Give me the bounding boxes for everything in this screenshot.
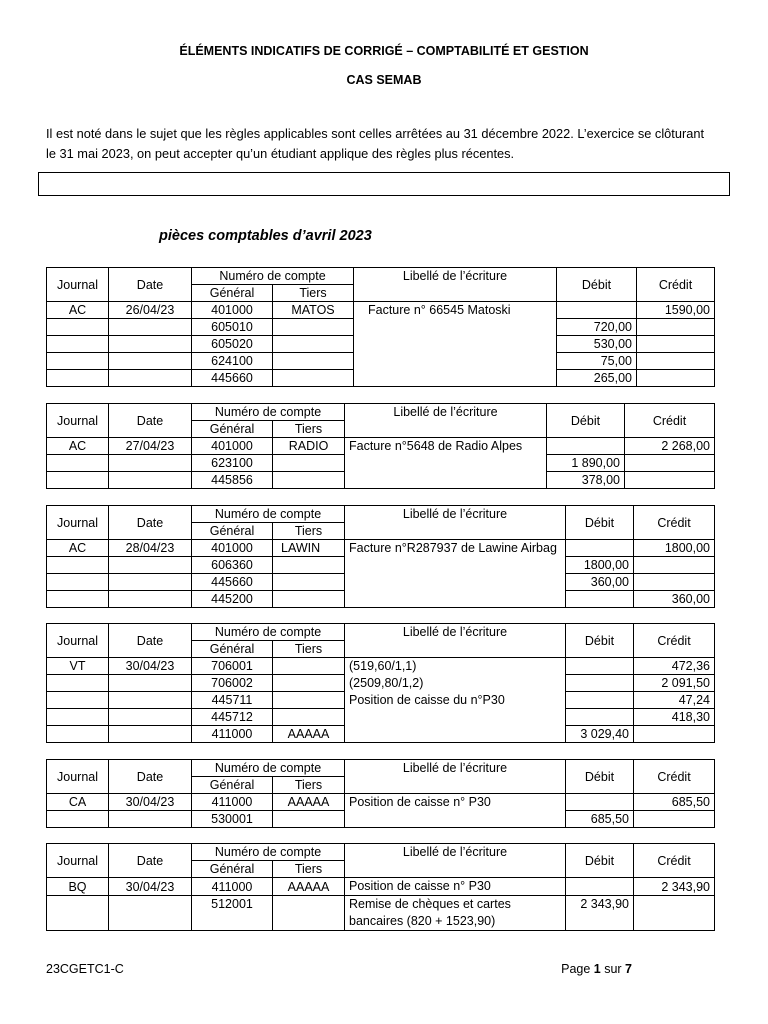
debit-cell xyxy=(566,658,634,675)
col-header-date: Date xyxy=(109,624,192,658)
tiers-cell xyxy=(273,591,345,608)
debit-cell xyxy=(557,302,637,319)
libelle-cell: Facture n°5648 de Radio Alpes xyxy=(345,438,547,489)
credit-cell: 2 268,00 xyxy=(625,438,715,455)
credit-cell: 472,36 xyxy=(634,658,715,675)
debit-cell: 1 890,00 xyxy=(547,455,625,472)
tiers-cell: LAWIN xyxy=(273,540,345,557)
page-current: 1 xyxy=(593,962,601,976)
libelle-line: (519,60/1,1) xyxy=(349,659,417,673)
col-header-date: Date xyxy=(109,506,192,540)
page-total: 7 xyxy=(625,962,632,976)
credit-cell xyxy=(634,574,715,591)
libelle-line: (2509,80/1,2) xyxy=(349,676,424,690)
general-cell: 606360 xyxy=(192,557,273,574)
tiers-cell xyxy=(273,319,354,336)
date-cell: 30/04/23 xyxy=(109,794,192,811)
col-header-credit: Crédit xyxy=(634,506,715,540)
col-header-journal: Journal xyxy=(47,268,109,302)
col-header-date: Date xyxy=(109,268,192,302)
col-header-journal: Journal xyxy=(47,844,109,878)
debit-cell: 2 343,90 xyxy=(566,896,634,931)
general-cell: 411000 xyxy=(192,726,273,743)
libelle-cell xyxy=(345,658,566,743)
empty-box xyxy=(38,172,730,196)
col-header-journal: Journal xyxy=(47,624,109,658)
credit-cell xyxy=(634,557,715,574)
footer-code: 23CGETC1-C xyxy=(46,962,124,976)
journal-entry-table xyxy=(46,623,715,743)
debit-cell: 75,00 xyxy=(557,353,637,370)
debit-cell: 360,00 xyxy=(566,574,634,591)
credit-cell xyxy=(637,336,715,353)
credit-cell xyxy=(634,726,715,743)
col-header-numero: Numéro de compte xyxy=(192,268,354,285)
credit-cell xyxy=(634,811,715,828)
journal-cell: AC xyxy=(47,438,109,455)
libelle-cell: Position de caisse n° P30 xyxy=(345,794,566,828)
date-cell: 27/04/23 xyxy=(109,438,192,455)
col-header-debit: Débit xyxy=(547,404,625,438)
general-cell: 445200 xyxy=(192,591,273,608)
col-header-debit: Débit xyxy=(557,268,637,302)
tiers-cell xyxy=(273,675,345,692)
col-header-general: Général xyxy=(192,421,273,438)
journal-entry-table xyxy=(46,843,715,931)
col-header-journal: Journal xyxy=(47,404,109,438)
credit-cell xyxy=(634,896,715,931)
tiers-cell xyxy=(273,896,345,931)
debit-cell: 720,00 xyxy=(557,319,637,336)
col-header-credit: Crédit xyxy=(634,844,715,878)
col-header-credit: Crédit xyxy=(634,760,715,794)
journal-entry-table xyxy=(46,267,715,387)
general-cell: 401000 xyxy=(192,438,273,455)
col-header-date: Date xyxy=(109,760,192,794)
general-cell: 445711 xyxy=(192,692,273,709)
section-title: pièces comptables d’avril 2023 xyxy=(159,228,372,244)
debit-cell: 685,50 xyxy=(566,811,634,828)
col-header-numero: Numéro de compte xyxy=(192,760,345,777)
debit-cell xyxy=(566,540,634,557)
tiers-cell: AAAAA xyxy=(273,794,345,811)
date-cell: 28/04/23 xyxy=(109,540,192,557)
col-header-date: Date xyxy=(109,404,192,438)
tiers-cell xyxy=(273,692,345,709)
col-header-numero: Numéro de compte xyxy=(192,506,345,523)
col-header-debit: Débit xyxy=(566,506,634,540)
page-mid: sur xyxy=(600,962,626,976)
col-header-debit: Débit xyxy=(566,844,634,878)
col-header-tiers: Tiers xyxy=(273,777,345,794)
debit-cell: 378,00 xyxy=(547,472,625,489)
tiers-cell xyxy=(273,557,345,574)
general-cell: 623100 xyxy=(192,455,273,472)
debit-cell: 530,00 xyxy=(557,336,637,353)
col-header-date: Date xyxy=(109,844,192,878)
journal-entry-table xyxy=(46,403,715,489)
credit-cell: 1800,00 xyxy=(634,540,715,557)
col-header-credit: Crédit xyxy=(625,404,715,438)
col-header-general: Général xyxy=(192,641,273,658)
credit-cell: 418,30 xyxy=(634,709,715,726)
date-cell: 26/04/23 xyxy=(109,302,192,319)
libelle-line: Position de caisse du n°P30 xyxy=(349,693,505,707)
tiers-cell xyxy=(273,353,354,370)
col-header-tiers: Tiers xyxy=(273,523,345,540)
libelle-cell: Position de caisse n° P30 xyxy=(345,878,566,896)
general-cell: 605010 xyxy=(192,319,273,336)
general-cell: 411000 xyxy=(192,878,273,896)
general-cell: 706001 xyxy=(192,658,273,675)
col-header-journal: Journal xyxy=(47,506,109,540)
col-header-libelle: Libellé de l’écriture xyxy=(345,844,566,878)
tiers-cell: AAAAA xyxy=(273,878,345,896)
page-prefix: Page xyxy=(561,962,594,976)
credit-cell xyxy=(637,319,715,336)
col-header-libelle: Libellé de l’écriture xyxy=(345,506,566,540)
col-header-credit: Crédit xyxy=(634,624,715,658)
table-row xyxy=(47,658,715,675)
general-cell: 624100 xyxy=(192,353,273,370)
general-cell: 401000 xyxy=(192,540,273,557)
col-header-numero: Numéro de compte xyxy=(192,624,345,641)
general-cell: 445856 xyxy=(192,472,273,489)
intro-line-2: le 31 mai 2023, on peut accepter qu’un étudiant applique des règles plus récentes. xyxy=(46,146,515,161)
tiers-cell xyxy=(273,658,345,675)
tiers-cell xyxy=(273,455,345,472)
document-title: ÉLÉMENTS INDICATIFS DE CORRIGÉ – COMPTABILITÉ ET GESTION xyxy=(179,44,589,58)
col-header-debit: Débit xyxy=(566,760,634,794)
credit-cell: 1590,00 xyxy=(637,302,715,319)
debit-cell: 1800,00 xyxy=(566,557,634,574)
debit-cell: 265,00 xyxy=(557,370,637,387)
general-cell: 512001 xyxy=(192,896,273,931)
col-header-tiers: Tiers xyxy=(273,641,345,658)
intro-paragraph xyxy=(46,124,736,164)
table-row xyxy=(47,302,715,319)
journal-cell: BQ xyxy=(47,878,109,896)
debit-cell xyxy=(566,794,634,811)
credit-cell xyxy=(637,370,715,387)
col-header-general: Général xyxy=(192,285,273,302)
tiers-cell: RADIO xyxy=(273,438,345,455)
table-row xyxy=(47,540,715,557)
credit-cell xyxy=(625,472,715,489)
journal-cell: VT xyxy=(47,658,109,675)
debit-cell xyxy=(566,692,634,709)
credit-cell: 360,00 xyxy=(634,591,715,608)
col-header-general: Général xyxy=(192,861,273,878)
debit-cell: 3 029,40 xyxy=(566,726,634,743)
col-header-general: Général xyxy=(192,523,273,540)
libelle-cell: Facture n°R287937 de Lawine Airbag xyxy=(345,540,566,608)
credit-cell: 2 343,90 xyxy=(634,878,715,896)
tiers-cell: AAAAA xyxy=(273,726,345,743)
col-header-libelle: Libellé de l’écriture xyxy=(345,760,566,794)
intro-line-1: Il est noté dans le sujet que les règles applicables sont celles arrêtées au 31 décembre 2022. L’exercice se clôturant xyxy=(46,126,705,141)
tiers-cell: MATOS xyxy=(273,302,354,319)
col-header-libelle: Libellé de l’écriture xyxy=(354,268,557,302)
tiers-cell xyxy=(273,336,354,353)
general-cell: 605020 xyxy=(192,336,273,353)
general-cell: 401000 xyxy=(192,302,273,319)
credit-cell: 47,24 xyxy=(634,692,715,709)
tiers-cell xyxy=(273,472,345,489)
table-row xyxy=(47,878,715,896)
table-row xyxy=(47,794,715,811)
libelle-cell: Facture n° 66545 Matoski xyxy=(354,302,557,387)
debit-cell xyxy=(566,709,634,726)
credit-cell xyxy=(637,353,715,370)
tiers-cell xyxy=(273,574,345,591)
general-cell: 445660 xyxy=(192,370,273,387)
col-header-debit: Débit xyxy=(566,624,634,658)
general-cell: 706002 xyxy=(192,675,273,692)
date-cell: 30/04/23 xyxy=(109,658,192,675)
journal-cell: AC xyxy=(47,540,109,557)
journal-entry-table xyxy=(46,505,715,608)
debit-cell xyxy=(566,878,634,896)
table-row xyxy=(47,438,715,455)
credit-cell xyxy=(625,455,715,472)
debit-cell xyxy=(547,438,625,455)
credit-cell: 2 091,50 xyxy=(634,675,715,692)
debit-cell xyxy=(566,591,634,608)
general-cell: 530001 xyxy=(192,811,273,828)
col-header-tiers: Tiers xyxy=(273,285,354,302)
credit-cell: 685,50 xyxy=(634,794,715,811)
col-header-general: Général xyxy=(192,777,273,794)
journal-cell: CA xyxy=(47,794,109,811)
libelle-cell: Remise de chèques et cartes bancaires (820 + 1523,90) xyxy=(345,896,566,931)
col-header-numero: Numéro de compte xyxy=(192,404,345,421)
journal-cell: AC xyxy=(47,302,109,319)
general-cell: 445660 xyxy=(192,574,273,591)
tiers-cell xyxy=(273,811,345,828)
col-header-credit: Crédit xyxy=(637,268,715,302)
journal-entry-table xyxy=(46,759,715,828)
tiers-cell xyxy=(273,709,345,726)
col-header-libelle: Libellé de l’écriture xyxy=(345,624,566,658)
general-cell: 411000 xyxy=(192,794,273,811)
page-number xyxy=(561,962,632,976)
col-header-tiers: Tiers xyxy=(273,421,345,438)
col-header-numero: Numéro de compte xyxy=(192,844,345,861)
col-header-tiers: Tiers xyxy=(273,861,345,878)
debit-cell xyxy=(566,675,634,692)
table-row xyxy=(47,896,715,931)
col-header-libelle: Libellé de l’écriture xyxy=(345,404,547,438)
date-cell: 30/04/23 xyxy=(109,878,192,896)
document-subtitle: CAS SEMAB xyxy=(346,73,422,87)
tiers-cell xyxy=(273,370,354,387)
general-cell: 445712 xyxy=(192,709,273,726)
col-header-journal: Journal xyxy=(47,760,109,794)
